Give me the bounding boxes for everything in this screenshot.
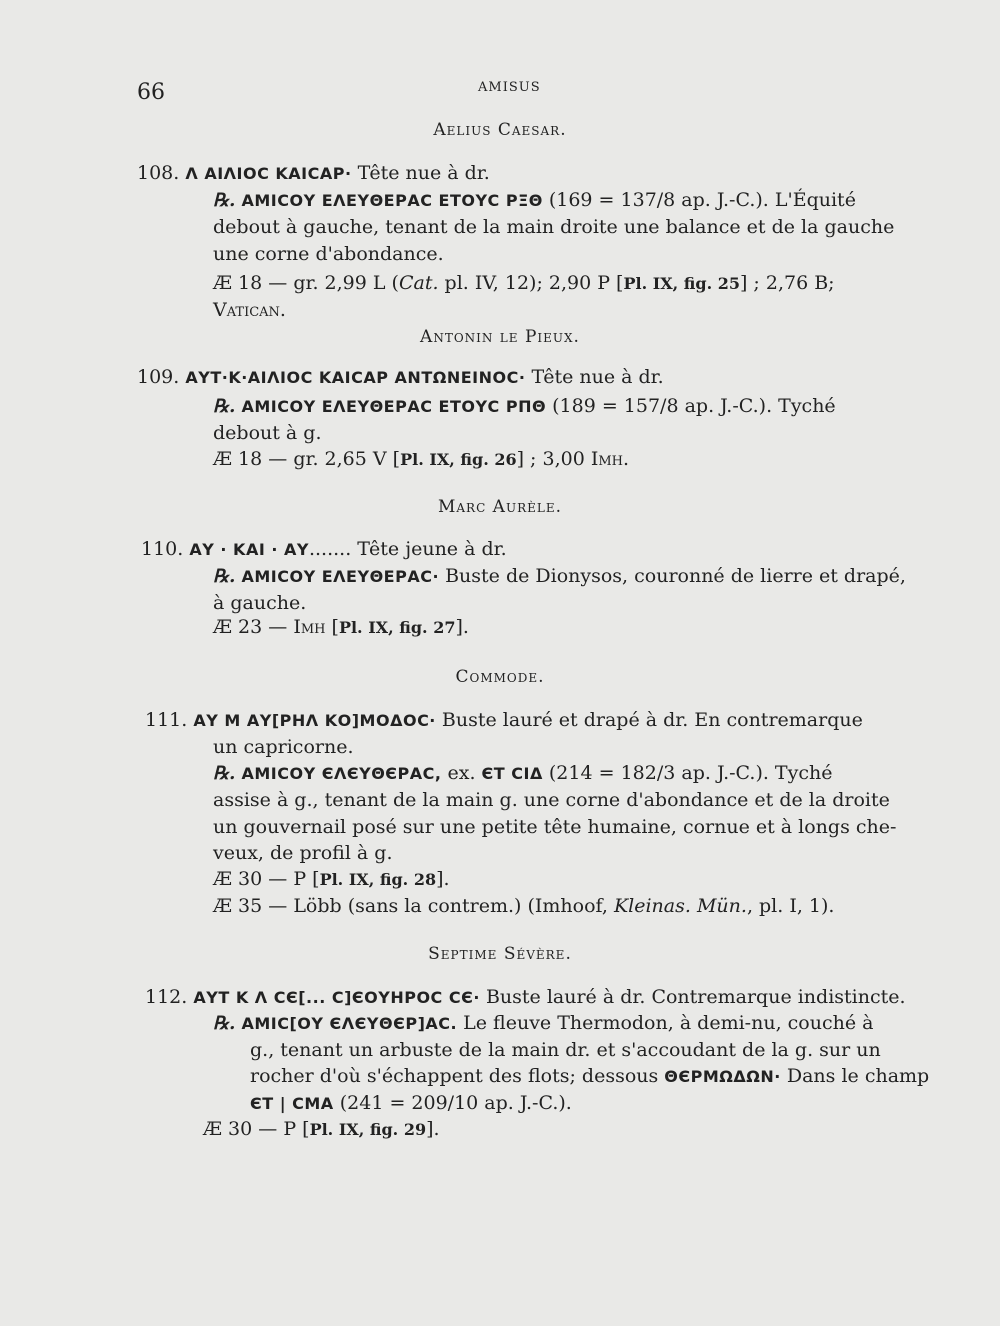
plate-reference: Pl. IX, fig. 25 bbox=[623, 274, 740, 293]
description: Tête nue à dr. bbox=[525, 366, 664, 388]
section-heading-commode: Commode. bbox=[455, 667, 545, 687]
entry-111-line-2: un capricorne. bbox=[213, 736, 354, 758]
greek-legend: ΑΜΙϹΟΥ ΕΛΕΥΘΕΡΑϹ ΕΤΟΥϹ ΡΠΘ bbox=[235, 397, 547, 416]
section-heading-aelius: Aelius Caesar. bbox=[433, 120, 567, 140]
entry-110-reverse bbox=[213, 563, 906, 590]
greek-exergue: ЄΤ ϹΙΔ bbox=[481, 764, 543, 783]
field-legend: ЄΤ | ϹΜΑ bbox=[250, 1094, 334, 1113]
greek-legend: ΑΥΤ·Κ·ΑΙΛΙΟϹ ΚΑΙϹΑΡ ΑΝΤΩΝΕΙΝΟϹ· bbox=[185, 368, 526, 387]
entry-108-specimens: Æ 18 — gr. 2,99 L (Cat. pl. IV, 12); 2,90 P [Pl. IX, fig. 25] ; 2,76 B; bbox=[213, 272, 835, 294]
entry-109-line-3: debout à g. bbox=[213, 422, 322, 444]
entry-112-obverse bbox=[145, 984, 906, 1011]
description: Buste lauré à dr. Contremarque indistincte. bbox=[479, 986, 906, 1008]
plate-reference: Pl. IX, fig. 26 bbox=[400, 450, 517, 469]
entry-111-reverse: ℞. ΑΜΙϹΟΥ ЄΛЄΥΘЄΡΑϹ, ex. ЄΤ ϹΙΔ (214 = 182/3 ap. J.-C.). Tyché bbox=[213, 762, 833, 784]
greek-legend: ΑΥΤ Κ Λ ϹЄ[... Ϲ]ЄΟΥΗΡΟϹ ϹЄ· bbox=[193, 988, 480, 1007]
entry-108-reverse bbox=[213, 187, 856, 214]
entry-110-obverse bbox=[141, 536, 507, 563]
greek-legend: ΑΥ · ΚΑΙ · ΑΥ bbox=[189, 540, 309, 559]
page-number: 66 bbox=[137, 80, 165, 105]
reverse-symbol: ℞. bbox=[213, 396, 236, 417]
entry-112-line-4: rocher d'où s'échappent des flots; dessous ΘЄΡΜΩΔΩΝ· Dans le champ bbox=[250, 1065, 930, 1087]
entry-108-line-4: une corne d'abondance. bbox=[213, 243, 444, 265]
greek-legend: ΑΜΙϹΟΥ ΕΛΕΥΘΕΡΑϹ ΕΤΟΥϹ ΡΞΘ bbox=[235, 191, 543, 210]
reverse-symbol: ℞. bbox=[213, 566, 236, 587]
description: Tête nue à dr. bbox=[351, 162, 490, 184]
description: Le fleuve Thermodon, à demi-nu, couché à bbox=[457, 1012, 874, 1034]
description: (169 = 137/8 ap. J.-C.). L'Équité bbox=[542, 189, 856, 211]
entry-number: 111. bbox=[145, 709, 188, 731]
greek-legend: ΑΜΙϹ[ΟΥ ЄΛЄΥΘЄΡ]ΑϹ. bbox=[235, 1014, 458, 1033]
entry-111-line-4: assise à g., tenant de la main g. une corne d'abondance et de la droite bbox=[213, 789, 890, 811]
description: ....... Tête jeune à dr. bbox=[308, 538, 507, 560]
plate-reference: Pl. IX, fig. 29 bbox=[309, 1120, 427, 1139]
greek-legend: ΘЄΡΜΩΔΩΝ· bbox=[664, 1067, 781, 1086]
entry-111-line-6: veux, de profil à g. bbox=[213, 842, 393, 864]
entry-number: 112. bbox=[145, 986, 188, 1008]
description: Buste de Dionysos, couronné de lierre et drapé, bbox=[439, 565, 906, 587]
plate-reference: Pl. IX, fig. 27 bbox=[338, 618, 456, 637]
greek-legend: ΑΥ Μ ΑΥ[ΡΗΛ ΚΟ]ΜΟΔΟϹ· bbox=[193, 711, 436, 730]
greek-legend: ΑΜΙϹΟΥ ЄΛЄΥΘЄΡΑϹ, bbox=[235, 764, 442, 783]
entry-number: 109. bbox=[137, 366, 180, 388]
entry-111-specimen-1: Æ 30 — P [Pl. IX, fig. 28]. bbox=[213, 868, 450, 890]
section-heading-marc: Marc Aurèle. bbox=[437, 497, 562, 517]
entry-109-reverse bbox=[213, 393, 836, 420]
section-heading-antonin: Antonin le Pieux. bbox=[420, 327, 580, 347]
entry-111-line-5: un gouvernail posé sur une petite tête humaine, cornue et à longs che- bbox=[213, 816, 897, 838]
entry-110-line-3: à gauche. bbox=[213, 592, 307, 614]
reverse-symbol: ℞. bbox=[213, 763, 236, 784]
reverse-symbol: ℞. bbox=[213, 1013, 236, 1034]
entry-111-obverse bbox=[145, 707, 863, 734]
entry-number: 108. bbox=[137, 162, 180, 184]
entry-109-specimens: Æ 18 — gr. 2,65 V [Pl. IX, fig. 26] ; 3,00 Imh. bbox=[213, 448, 630, 470]
greek-legend: ΑΜΙϹΟΥ ΕΛΕΥΘΕΡΑϹ· bbox=[235, 567, 440, 586]
entry-number: 110. bbox=[141, 538, 184, 560]
description: Buste lauré et drapé à dr. En contremarque bbox=[435, 709, 863, 731]
section-heading-septime: Septime Sévère. bbox=[428, 944, 572, 964]
entry-108-collection: Vatican. bbox=[213, 299, 286, 321]
running-title: AMISUS bbox=[478, 80, 541, 95]
entry-108-line-3: debout à gauche, tenant de la main droite une balance et de la gauche bbox=[213, 216, 895, 238]
entry-109-obverse bbox=[137, 364, 664, 391]
entry-110-specimens: Æ 23 — Imh [Pl. IX, fig. 27]. bbox=[213, 616, 469, 638]
description: (189 = 157/8 ap. J.-C.). Tyché bbox=[546, 395, 836, 417]
reverse-symbol: ℞. bbox=[213, 190, 236, 211]
entry-112-line-3: g., tenant un arbuste de la main dr. et s'accoudant de la g. sur un bbox=[250, 1039, 881, 1061]
greek-legend: Λ ΑΙΛΙΟϹ ΚΑΙϹΑΡ· bbox=[185, 164, 352, 183]
entry-108-obverse bbox=[137, 160, 490, 187]
entry-112-line-5: ЄΤ | ϹΜΑ (241 = 209/10 ap. J.-C.). bbox=[250, 1092, 572, 1114]
entry-112-reverse bbox=[213, 1010, 873, 1037]
entry-111-specimen-2: Æ 35 — Löbb (sans la contrem.) (Imhoof, Kleinas. Mün., pl. I, 1). bbox=[213, 895, 835, 917]
entry-112-specimens: Æ 30 — P [Pl. IX, fig. 29]. bbox=[203, 1118, 440, 1140]
plate-reference: Pl. IX, fig. 28 bbox=[319, 870, 437, 889]
